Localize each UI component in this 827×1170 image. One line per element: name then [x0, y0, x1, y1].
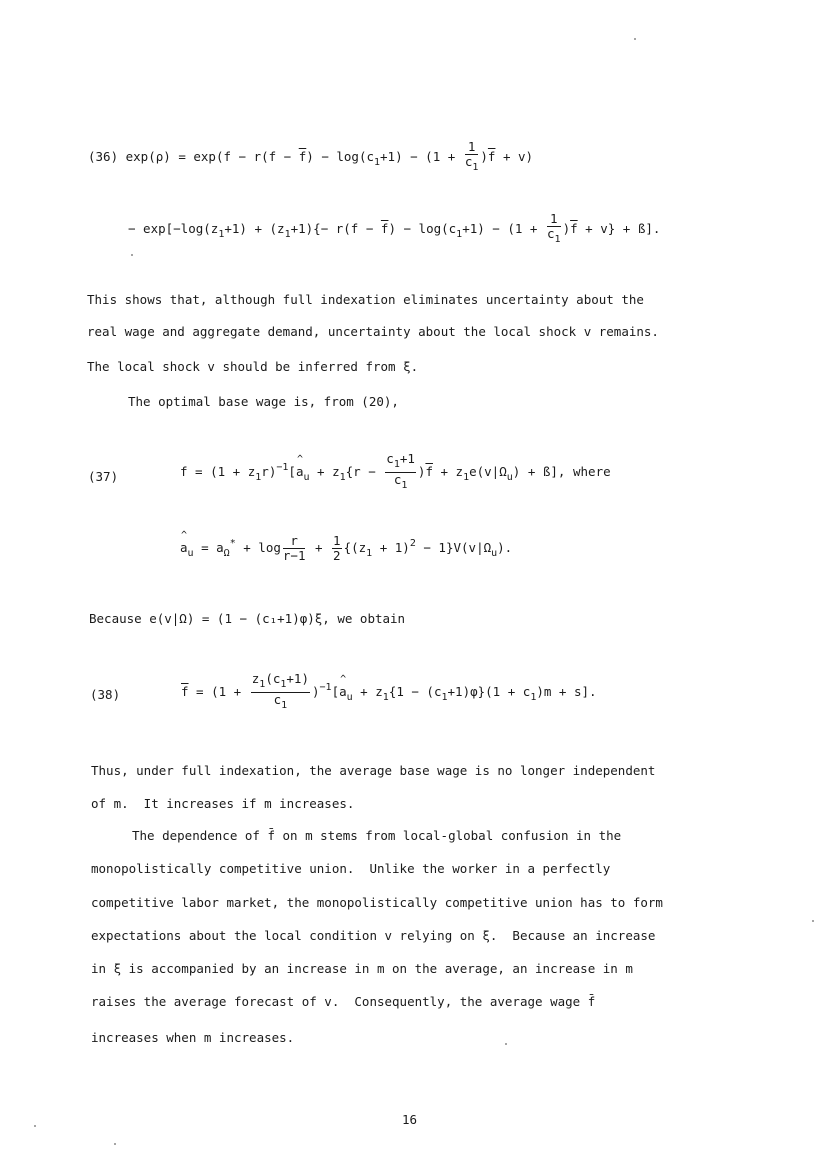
equation-37: $f = (1 + z_1r)^{-1}[\^{}$ $a_u + z_1\{r$ − $\frac{c_1+1}{c_1}$ )$\overline{f} + z_1e(v|\Omega_u)$ + ß], where — [180, 452, 611, 493]
equation-37-definition: ^ $a_u = a_\Omega^* + \log$ $\frac{r}{r-1}$ + $\frac{1}{2}$ $\{(z_1 + 1)^2 - 1\}V(v|\Omega_u)$. — [180, 534, 512, 563]
paragraph-line: expectations about the local condition v relying on ξ. Because an increase — [91, 928, 656, 943]
paragraph-line: competitive labor market, the monopolistically competitive union has to form — [91, 895, 663, 910]
scan-speck — [505, 1043, 507, 1045]
paragraph-line: The dependence of f̄ on m stems from local-global confusion in the — [132, 828, 622, 843]
scan-speck — [114, 1143, 116, 1145]
where-text: where — [573, 464, 611, 479]
scan-speck — [634, 38, 636, 40]
paragraph-line: Thus, under full indexation, the average base wage is no longer independent — [91, 763, 656, 778]
equation-36-label: (36) — [88, 149, 119, 164]
scan-speck — [812, 920, 814, 922]
paragraph-line: real wage and aggregate demand, uncertainty about the local shock v remains. — [87, 324, 659, 339]
equation-36-line-1: (36) $\exp(\rho) = \exp(f - r(f - \overline{f}) - \log(c_1+1) - (1$ + $\frac{1}{c_1}$ )$\overline{f} + v$) — [88, 139, 534, 173]
equation-38: $\overline{f} = (1$ + $\frac{z_1(c_1+1)}{c_1}$ )$^{-1}$[^ $a_u + z_1\{1 - (c_1+1)\varphi\}(1 + c_1)m + s$]. — [181, 672, 597, 713]
page-number: 16 — [402, 1112, 418, 1127]
paragraph-line: raises the average forecast of v. Consequently, the average wage f̄ — [91, 994, 596, 1009]
paragraph-line: Because e(v|Ω) = (1 − (c₁+1)φ)ξ, we obtain — [89, 611, 406, 626]
paragraph-line: monopolistically competitive union. Unlike the worker in a perfectly — [91, 861, 611, 876]
scan-speck — [131, 254, 133, 256]
equation-38-label: (38) — [90, 687, 121, 702]
paragraph-line: The optimal base wage is, from (20), — [128, 394, 399, 409]
equation-37-label: (37) — [88, 469, 119, 484]
scan-speck — [34, 1125, 36, 1127]
paragraph-line: increases when m increases. — [91, 1030, 295, 1045]
paragraph-line: The local shock v should be inferred from ξ. — [87, 359, 419, 374]
paragraph-line: This shows that, although full indexation eliminates uncertainty about the — [87, 292, 644, 307]
paragraph-line: of m. It increases if m increases. — [91, 796, 355, 811]
paragraph-line: in ξ is accompanied by an increase in m on the average, an increase in m — [91, 961, 633, 976]
equation-36-line-2: − $\exp[-\log(z_1+1) + (z_1+1)\{- r(f - \overline{f}) - \log(c_1+1) - (1$ + $\frac{1}{c_1}$ )$\overline{f} + v$} + ß]. — [128, 211, 661, 245]
